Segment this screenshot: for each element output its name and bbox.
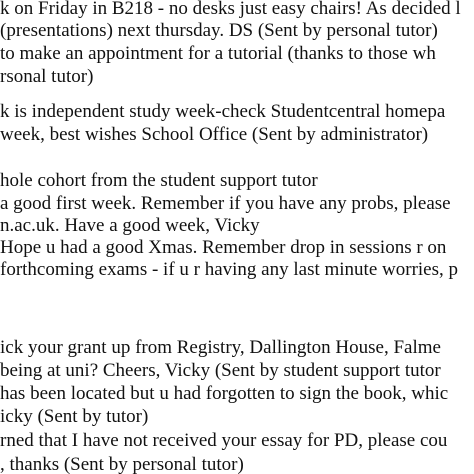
message-line: Hope u had a good Xmas. Remember drop in sessions r on: [0, 237, 447, 258]
message-line: ick your grant up from Registry, Dallington House, Falme: [0, 337, 441, 358]
message-line: hole cohort from the student support tutor: [0, 170, 318, 191]
message-line: (presentations) next thursday. DS (Sent by personal tutor): [0, 20, 438, 41]
message-line: week, best wishes School Office (Sent by administrator): [0, 124, 429, 145]
message-line: rsonal tutor): [0, 66, 94, 87]
message-line: to make an appointment for a tutorial (thanks to those wh: [0, 43, 436, 64]
message-line: k is independent study week-check Studentcentral homepa: [0, 101, 446, 122]
message-line: being at uni? Cheers, Vicky (Sent by student support tutor: [0, 360, 441, 381]
message-line: n.ac.uk. Have a good week, Vicky: [0, 215, 260, 236]
message-line: , thanks (Sent by personal tutor): [0, 454, 244, 474]
message-line: forthcoming exams - if u r having any last minute worries, p: [0, 259, 459, 280]
message-line: k on Friday in B218 - no desks just easy chairs! As decided l: [0, 0, 461, 19]
message-line: a good first week. Remember if you have any probs, please: [0, 193, 451, 214]
message-line: rned that I have not received your essay for PD, please cou: [0, 430, 448, 451]
message-line: icky (Sent by tutor): [0, 406, 149, 427]
message-line: has been located but u had forgotten to sign the book, whic: [0, 383, 449, 404]
